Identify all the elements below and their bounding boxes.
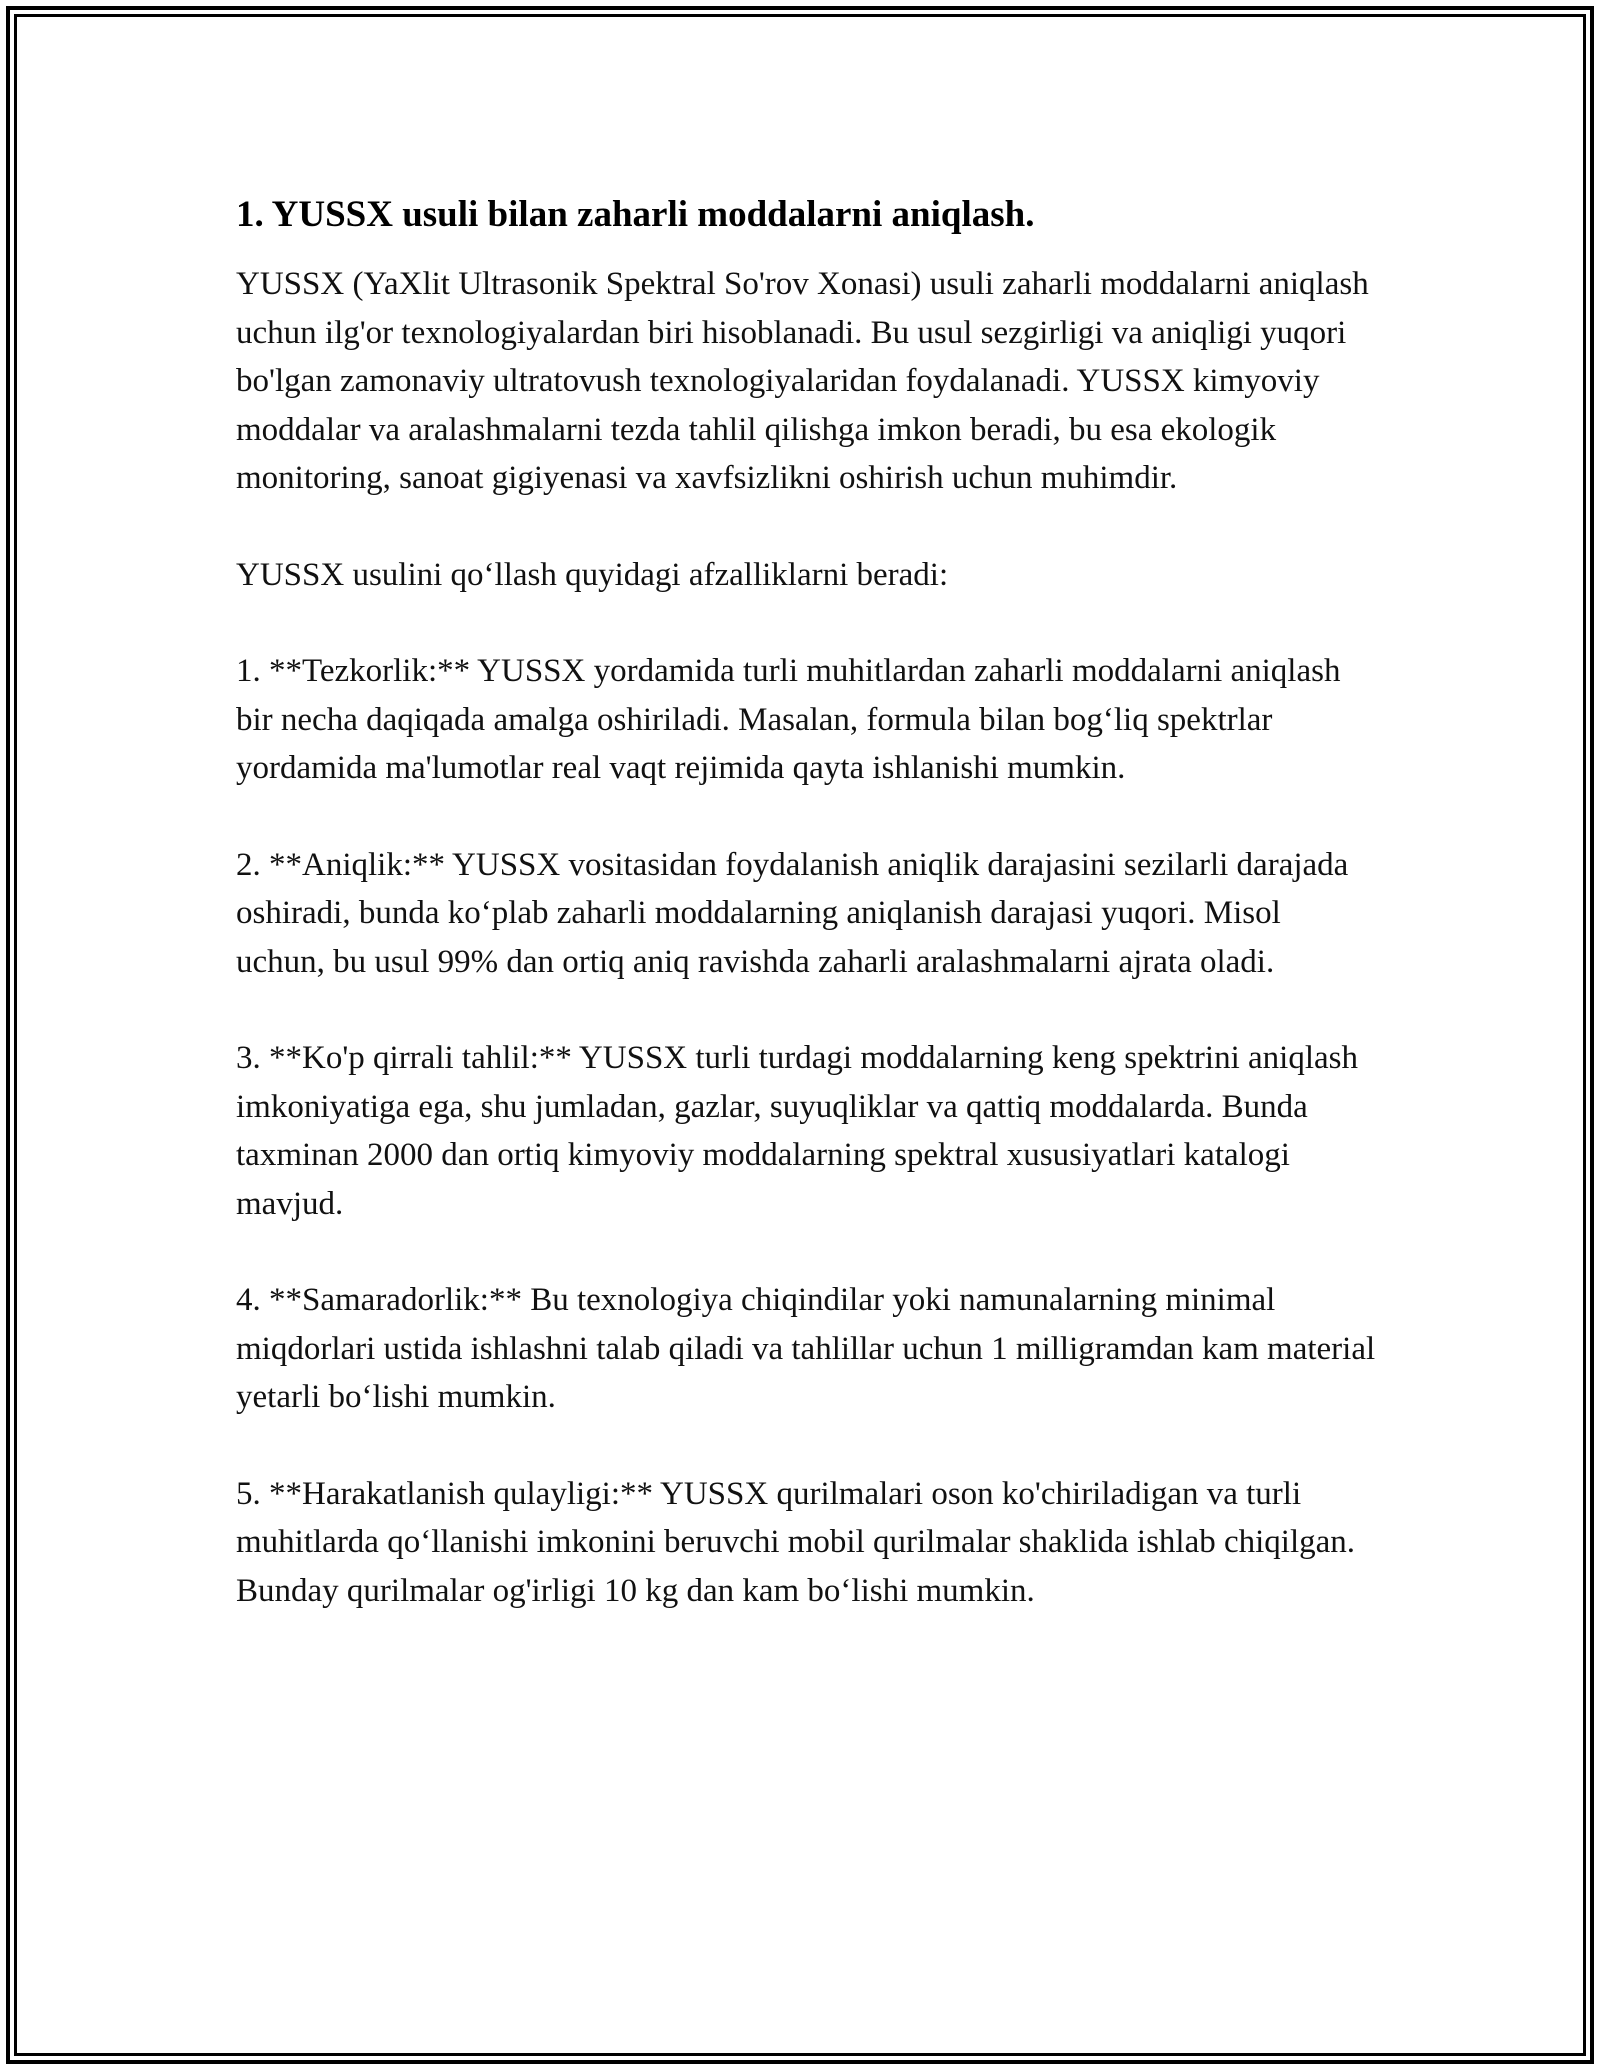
advantage-item-mobility: 5. **Harakatlanish qulayligi:** YUSSX qurilmalari oson ko'chiriladigan va turli muhitlarda qo‘llanishi imkonini beruvchi mobil qurilmalar shaklida ishlab chiqilgan. Bunday qurilmalar og'irligi 10 kg dan kam bo‘lishi mumkin. [236,1475,1356,1609]
section-heading: 1. YUSSX usuli bilan zaharli moddalarni aniqlash. [236,194,1035,235]
advantage-item-multifaceted-analysis: 3. **Ko'p qirrali tahlil:** YUSSX turli turdagi moddalarning keng spektrini aniqlash imkoniyatiga ega, shu jumladan, gazlar, suyuqliklar va qattiq moddalarda. Bunda taxminan 2000 dan ortiq kimyoviy moddalarning spektral xususiyatlari katalogi mavjud. [236,1040,1358,1222]
advantage-item-accuracy: 2. **Aniqlik:** YUSSX vositasidan foydalanish aniqlik darajasini sezilarli darajada oshiradi, bunda ko‘plab zaharli moddalarning aniqlanish darajasi yuqori. Misol uchun, bu usul 99% dan ortiq aniq ravishda zaharli aralashmalarni ajrata oladi. [236,846,1349,980]
advantage-item-efficiency: 4. **Samaradorlik:** Bu texnologiya chiqindilar yoki namunalarning minimal miqdorlari ustida ishlashni talab qiladi va tahlillar uchun 1 milligramdan kam material yetarli bo‘lishi mumkin. [236,1282,1376,1415]
advantage-item-speed: 1. **Tezkorlik:** YUSSX yordamida turli muhitlardan zaharli moddalarni aniqlash bir necha daqiqada amalga oshiriladi. Masalan, formula bilan bog‘liq spektrlar yordamida ma'lumotlar real vaqt rejimida qayta ishlanishi mumkin. [236,653,1341,786]
advantages-lead-paragraph: YUSSX usulini qo‘llash quyidagi afzalliklarni beradi: [236,556,949,593]
document-body [236,186,1376,1663]
intro-paragraph: YUSSX (YaXlit Ultrasonik Spektral So'rov Xonasi) usuli zaharli moddalarni aniqlash uchun ilg'or texnologiyalardan biri hisoblanadi. Bu usul sezgirligi va aniqligi yuqori bo'lgan zamonaviy ultratovush texnologiyalaridan foydalanadi. YUSSX kimyoviy moddalar va aralashmalarni tezda tahlil qilishga imkon beradi, bu esa ekologik monitoring, sanoat gigiyenasi va xavfsizlikni oshirish uchun muhimdir. [236,266,1369,496]
